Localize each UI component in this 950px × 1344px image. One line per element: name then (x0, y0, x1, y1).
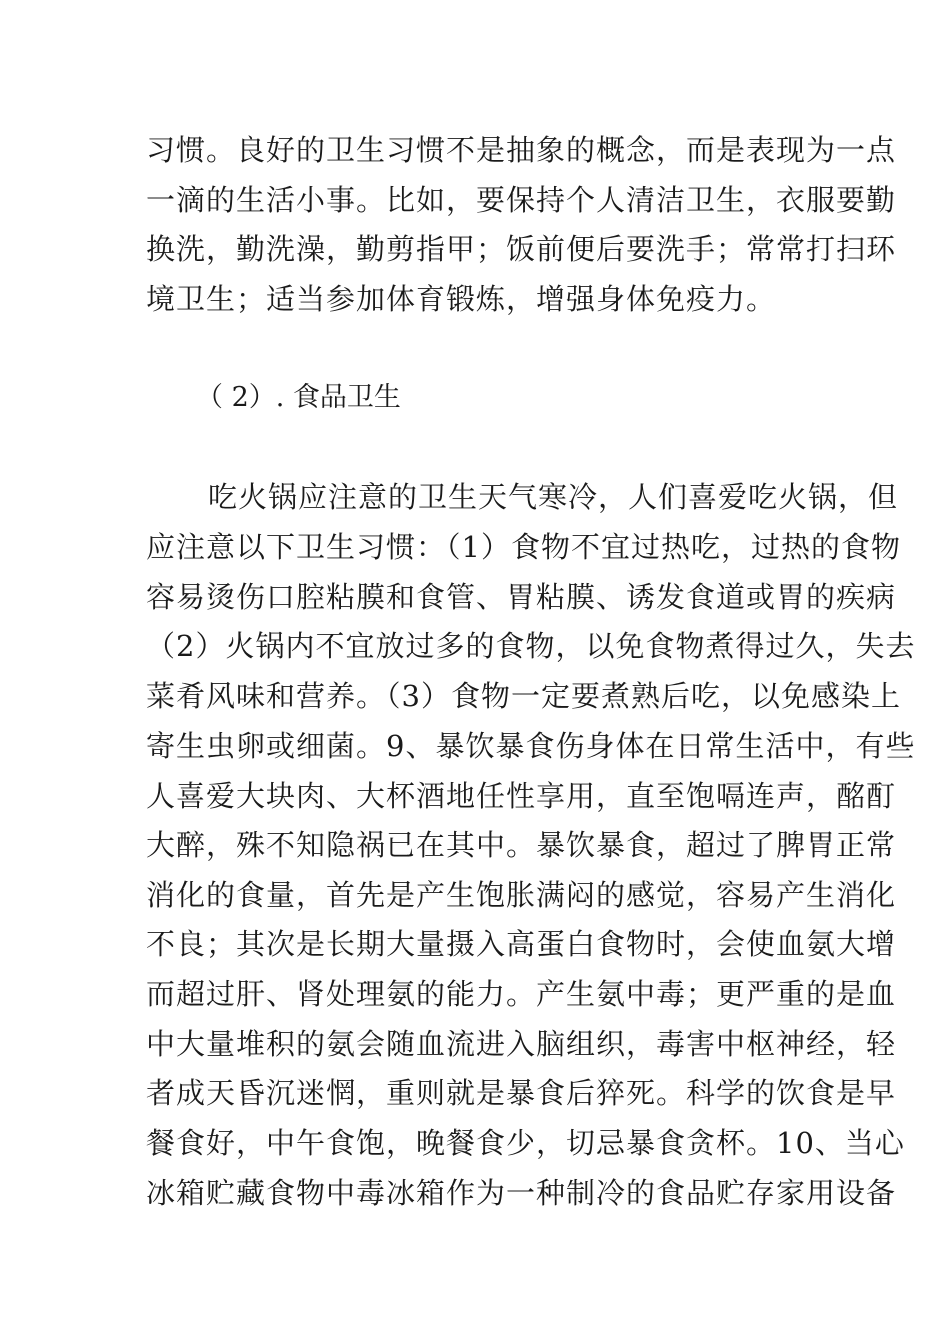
paragraph-line: （2）火锅内不宜放过多的食物，以免食物煮得过久，失去 (146, 629, 916, 663)
paragraph-line: 人喜爱大块肉、大杯酒地任性享用，直至饱嗝连声，酩酊 (146, 779, 897, 813)
paragraph-line: 一滴的生活小事。比如，要保持个人清洁卫生，衣服要勤 (146, 183, 897, 217)
paragraph-line: 不良；其次是长期大量摄入高蛋白食物时，会使血氨大增 (146, 927, 897, 961)
paragraph-line: 冰箱贮藏食物中毒冰箱作为一种制冷的食品贮存家用设备 (146, 1176, 897, 1210)
paragraph-line: 大醉，殊不知隐祸已在其中。暴饮暴食，超过了脾胃正常 (146, 828, 897, 862)
paragraph-line: 吃火锅应注意的卫生天气寒冷，人们喜爱吃火锅，但 (208, 480, 899, 514)
paragraph-line: 菜肴风味和营养。（3）食物一定要煮熟后吃，以免感染上 (146, 679, 901, 713)
section-heading: （ 2）. 食品卫生 (196, 382, 401, 413)
paragraph-line: 中大量堆积的氨会随血流进入脑组织，毒害中枢神经，轻 (146, 1027, 897, 1061)
paragraph-line: 餐食好，中午食饱，晚餐食少，切忌暴食贪杯。10、当心 (146, 1126, 905, 1160)
paragraph-line: 境卫生；适当参加体育锻炼，增强身体免疫力。 (146, 282, 777, 316)
paragraph-line: 换洗，勤洗澡，勤剪指甲；饭前便后要洗手；常常打扫环 (146, 232, 897, 266)
paragraph-line: 而超过肝、肾处理氨的能力。产生氨中毒；更严重的是血 (146, 977, 897, 1011)
paragraph-line: 消化的食量，首先是产生饱胀满闷的感觉，容易产生消化 (146, 878, 897, 912)
paragraph-line: 应注意以下卫生习惯：（1）食物不宜过热吃，过热的食物 (146, 530, 901, 564)
paragraph-line: 习惯。良好的卫生习惯不是抽象的概念，而是表现为一点 (146, 133, 897, 167)
paragraph-line: 者成天昏沉迷惘，重则就是暴食后猝死。科学的饮食是早 (146, 1076, 897, 1110)
paragraph-line: 容易烫伤口腔粘膜和食管、胃粘膜、诱发食道或胃的疾病 (146, 580, 897, 614)
paragraph-line: 寄生虫卵或细菌。9、暴饮暴食伤身体在日常生活中，有些 (146, 729, 916, 763)
